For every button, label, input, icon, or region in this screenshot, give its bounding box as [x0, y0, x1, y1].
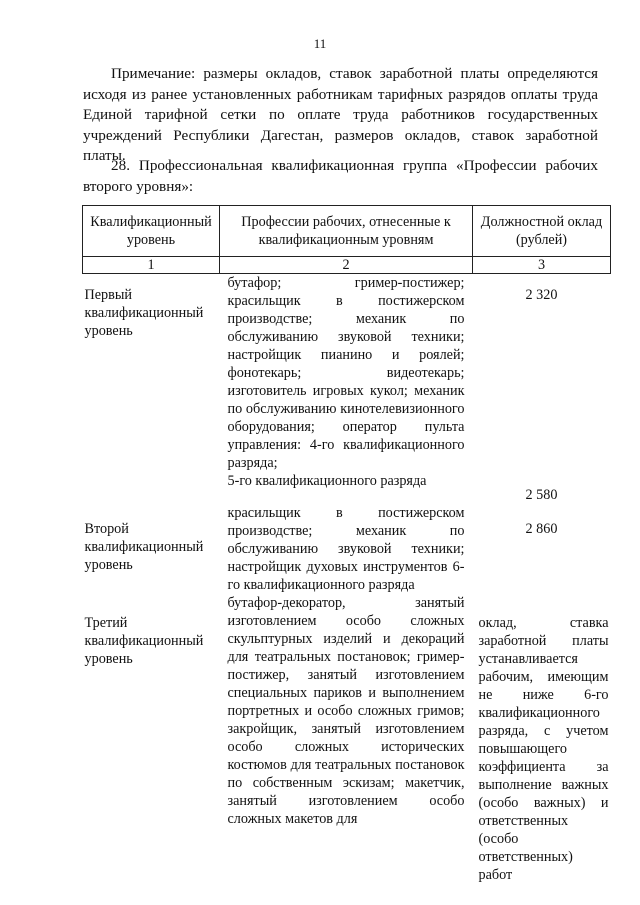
table-row: [83, 472, 611, 504]
table-header-row: [83, 206, 611, 257]
note-paragraph: Примечание: размеры окладов, ставок заработной платы определяются исходя из ранее установленных работникам тарифных разрядов оплаты труда Единой тарифной сетки по оплате труда работников государственных учреждений Республики Дагестан, размеров окладов, ставок заработной платы.: [83, 65, 598, 164]
column-number-row: [83, 257, 611, 274]
salary-cell: 2 320: [525, 287, 558, 303]
professions-cell: бутафор; гример-постижер; красильщик в постижерском производстве; механик по обслуживанию звуковой техники; настройщик пианино и роялей; фонотекарь; видеотекарь; изготовитель игровых кукол; механик по обслуживанию кинотелевизионного оборудования; оператор пульта управления: 4-го квалификационного разряда;: [227, 275, 465, 471]
salary-cell: оклад, ставка заработной платы устанавливается рабочим, имеющим не ниже 6-го квалификационного разряда, с учетом повышающего коэффициента за выполнение важных (особо важных) и ответственных (особо ответственных) работ: [478, 615, 609, 883]
page-number: 11: [313, 36, 327, 51]
table-row: [83, 594, 611, 884]
column-number: 1: [83, 257, 220, 274]
header-salary: Должностной оклад (рублей): [473, 206, 611, 257]
salary-cell: 2 860: [525, 521, 558, 537]
professions-cell: бутафор-декоратор, занятый изготовлением особо сложных скульптурных изделий и декораций для театральных постановок; гример-постижер, занятый изготовлением специальных париков и выполнением портретных и особо сложных гримов; закройщик, занятый изготовлением особо сложных исторических костюмов для театральных постановок по собственным эскизам; макетчик, занятый изготовлением особо сложных макетов для: [227, 595, 465, 827]
column-number: 2: [220, 257, 473, 274]
column-number: 3: [473, 257, 611, 274]
table-row: [83, 274, 611, 473]
salary-cell: 2 580: [525, 487, 558, 503]
level-cell: Первый квалификационный уровень: [84, 287, 204, 339]
header-level: Квалификационный уровень: [83, 206, 220, 257]
group-title: 28. Профессиональная квалификационная группа «Профессии рабочих второго уровня»:: [83, 157, 598, 195]
header-professions: Профессии рабочих, отнесенные к квалификационным уровням: [220, 206, 473, 257]
professions-cell: 5-го квалификационного разряда: [227, 473, 427, 489]
level-cell: Третий квалификационный уровень: [84, 615, 204, 667]
professions-cell: красильщик в постижерском производстве; механик по обслуживанию звуковой техники; настройщик духовых инструментов 6-го квалификационного разряда: [227, 505, 465, 593]
qualification-table: [82, 205, 611, 884]
level-cell: Второй квалификационный уровень: [84, 521, 204, 573]
table-row: [83, 504, 611, 594]
level-cell: [83, 472, 220, 504]
